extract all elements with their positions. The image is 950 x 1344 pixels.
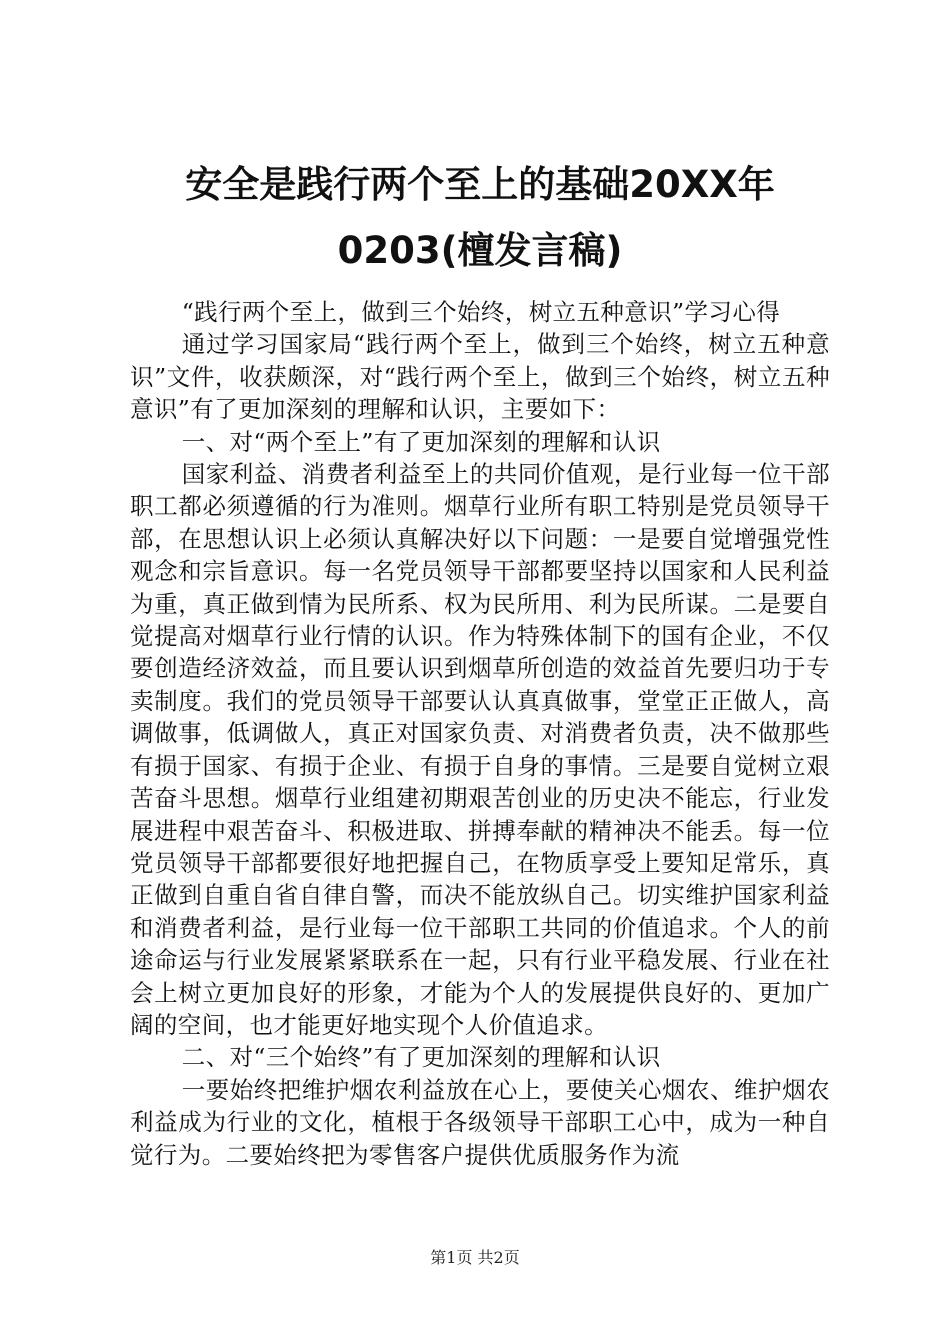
section-heading-1: 一、对“两个至上”有了更加深刻的理解和认识 <box>181 427 661 456</box>
document-body <box>130 296 830 1171</box>
section-heading-2: 二、对“三个始终”有了更加深刻的理解和认识 <box>181 1043 661 1072</box>
page-footer: 第1页 共2页 <box>430 1248 520 1267</box>
paragraph-section-1: 国家利益、消费者利益至上的共同价值观，是行业每一位干部职工都必须遵循的行为准则。烟草行业所有职工特别是党员领导干部，在思想认识上必须认真解决好以下问题：一是要自觉增强党性观念和宗旨意识。每一名党员领导干部都要坚持以国家和人民利益为重，真正做到情为民所系、权为民所用、利为民所谋。二是要自觉提高对烟草行业行情的认识。作为特殊体制下的国有企业，不仅要创造经济效益，而且要认识到烟草所创造的效益首先要归功于专卖制度。我们的党员领导干部要认认真真做事，堂堂正正做人，高调做事，低调做人，真正对国家负责、对消费者负责，决不做那些有损于国家、有损于企业、有损于自身的事情。三是要自觉树立艰苦奋斗思想。烟草行业组建初期艰苦创业的历史决不能忘，行业发展进程中艰苦奋斗、积极进取、拼搏奉献的精神决不能丢。每一位党员领导干部都要很好地把握自己，在物质享受上要知足常乐，真正做到自重自省自律自警，而决不能放纵自己。切实维护国家利益和消费者利益，是行业每一位干部职工共同的价值追求。个人的前途命运与行业发展紧紧联系在一起，只有行业平稳发展、行业在社会上树立更加良好的形象，才能为个人的发展提供良好的、更加广阔的空间，也才能更好地实现个人价值追求。 <box>130 460 830 1039</box>
paragraph-subtitle: “践行两个至上，做到三个始终，树立五种意识”学习心得 <box>181 298 781 326</box>
paragraph-intro: 通过学习国家局“践行两个至上，做到三个始终，树立五种意识”文件，收获颇深，对“践行两个至上，做到三个始终，树立五种意识”有了更加深刻的理解和认识，主要如下： <box>130 330 830 424</box>
paragraph-section-2: 一要始终把维护烟农利益放在心上，要使关心烟农、维护烟农利益成为行业的文化，植根于各级领导干部职工心中，成为一种自觉行为。二要始终把为零售客户提供优质服务作为流 <box>130 1075 830 1169</box>
document-title: 安全是践行两个至上的基础20XX年0203(檀发言稿) <box>185 163 775 272</box>
